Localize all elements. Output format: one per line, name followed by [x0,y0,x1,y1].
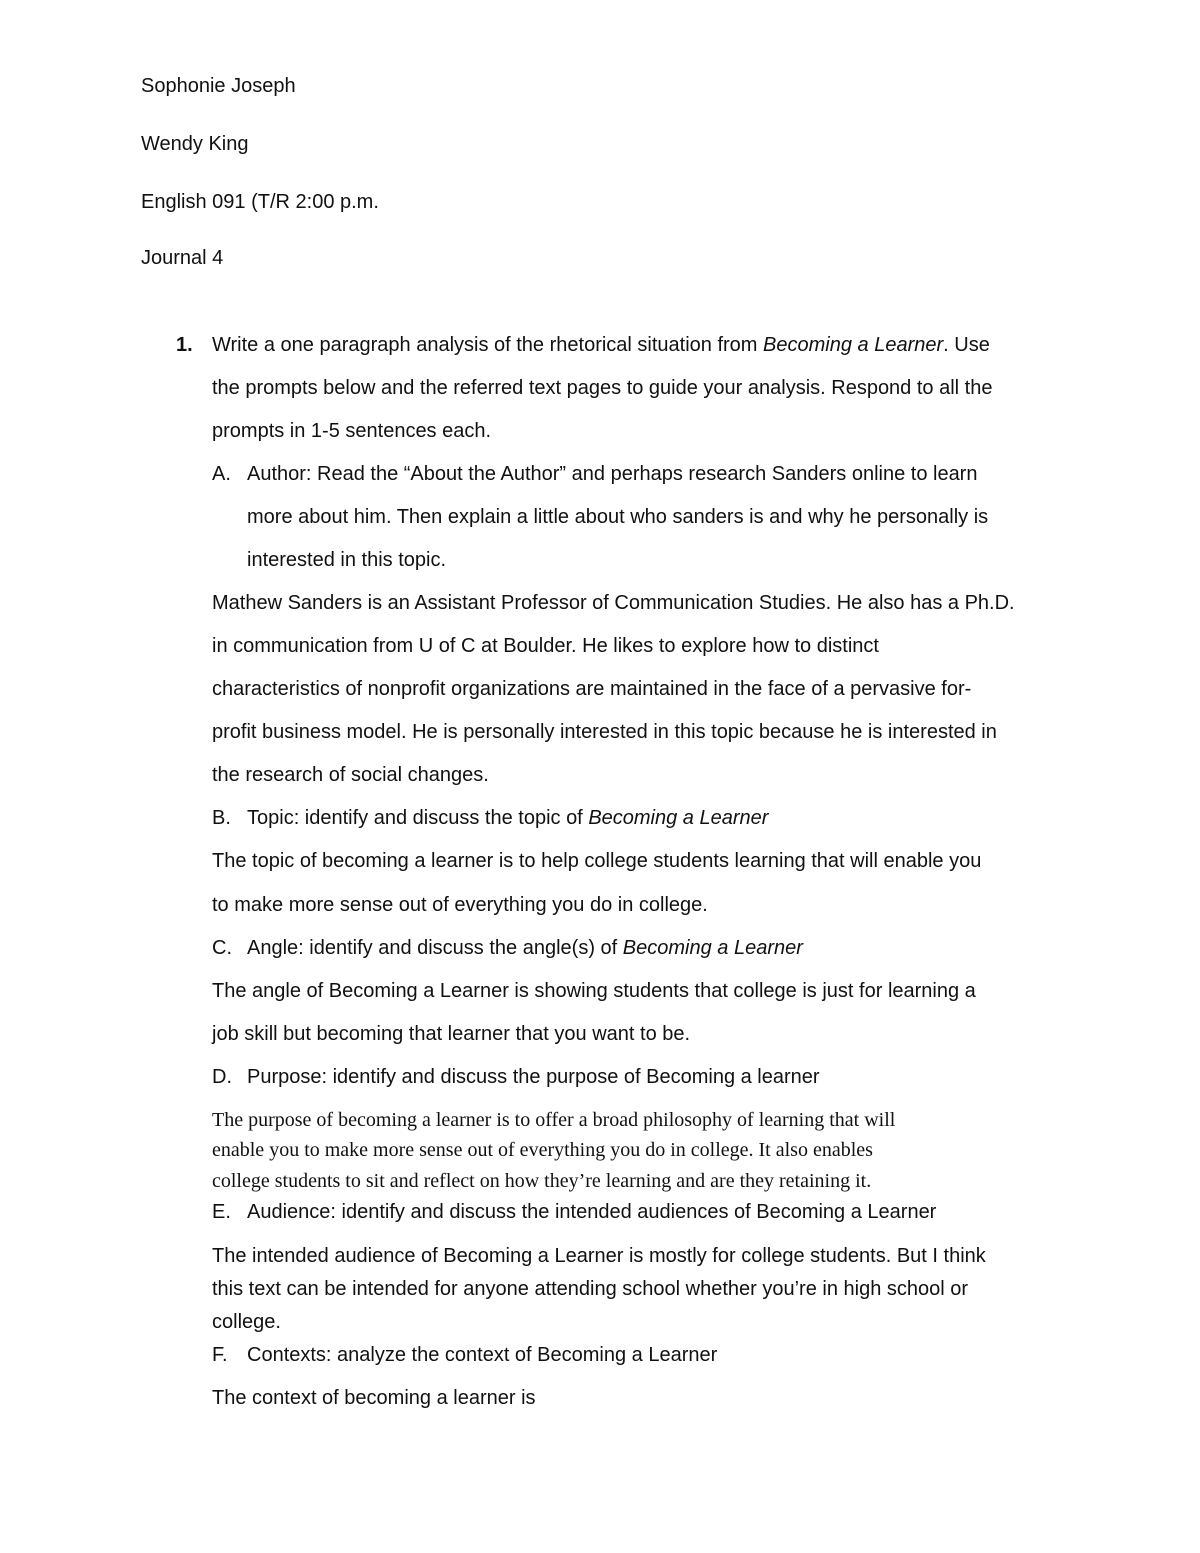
question-line-3: prompts in 1-5 sentences each. [212,420,492,442]
section-d-answer-line: college students to sit and reflect on how they’re learning and are they retaining it. [212,1170,872,1192]
question-line-1: Write a one paragraph analysis of the rhetorical situation from Becoming a Learner. Use [212,334,990,356]
section-e-answer-line: college. [212,1311,281,1333]
section-f-letter: F. [212,1344,228,1366]
section-d-answer-line: enable you to make more sense out of everything you do in college. It also enables [212,1139,873,1161]
assignment-title: Journal 4 [141,247,224,269]
section-f-prompt: Contexts: analyze the context of Becoming a Learner [247,1344,718,1366]
section-d-prompt: Purpose: identify and discuss the purpose of Becoming a learner [247,1066,820,1088]
section-d-answer-line: The purpose of becoming a learner is to offer a broad philosophy of learning that will [212,1109,896,1131]
book-title: Becoming a Learner [763,334,944,356]
section-a-answer-line: in communication from U of C at Boulder. He likes to explore how to distinct [212,635,879,657]
question-number: 1. [176,334,193,356]
section-e-answer-line: this text can be intended for anyone attending school whether you’re in high school or [212,1278,969,1300]
section-a-answer-line: the research of social changes. [212,764,489,786]
section-c-answer-line: The angle of Becoming a Learner is showing students that college is just for learning a [212,980,976,1002]
section-d-letter: D. [212,1066,232,1088]
section-c-letter: C. [212,937,232,959]
section-b-prompt: Topic: identify and discuss the topic of Becoming a Learner [247,807,769,829]
section-a-prompt-line: Author: Read the “About the Author” and perhaps research Sanders online to learn [247,463,978,485]
instructor-name: Wendy King [141,133,249,155]
book-title: Becoming a Learner [588,807,769,829]
question-line-2: the prompts below and the referred text pages to guide your analysis. Respond to all the [212,377,993,399]
section-a-answer-line: characteristics of nonprofit organizations are maintained in the face of a pervasive for- [212,678,972,700]
section-b-answer-line: to make more sense out of everything you do in college. [212,894,708,916]
section-b-letter: B. [212,807,231,829]
section-a-answer-line: profit business model. He is personally interested in this topic because he is interested in [212,721,997,743]
book-title: Becoming a Learner [622,937,803,959]
section-a-prompt-line: interested in this topic. [247,549,446,571]
student-name: Sophonie Joseph [141,75,296,97]
section-f-answer-line: The context of becoming a learner is [212,1387,536,1409]
section-e-letter: E. [212,1201,231,1223]
section-b-answer-line: The topic of becoming a learner is to help college students learning that will enable you [212,850,982,872]
section-e-answer-line: The intended audience of Becoming a Learner is mostly for college students. But I think [212,1245,986,1267]
section-a-answer-line: Mathew Sanders is an Assistant Professor of Communication Studies. He also has a Ph.D. [212,592,1015,614]
section-a-prompt-line: more about him. Then explain a little about who sanders is and why he personally is [247,506,989,528]
course-line: English 091 (T/R 2:00 p.m. [141,191,379,213]
section-a-letter: A. [212,463,231,485]
section-c-answer-line: job skill but becoming that learner that you want to be. [212,1023,691,1045]
section-c-prompt: Angle: identify and discuss the angle(s) of Becoming a Learner [247,937,803,959]
section-e-prompt: Audience: identify and discuss the intended audiences of Becoming a Learner [247,1201,937,1223]
